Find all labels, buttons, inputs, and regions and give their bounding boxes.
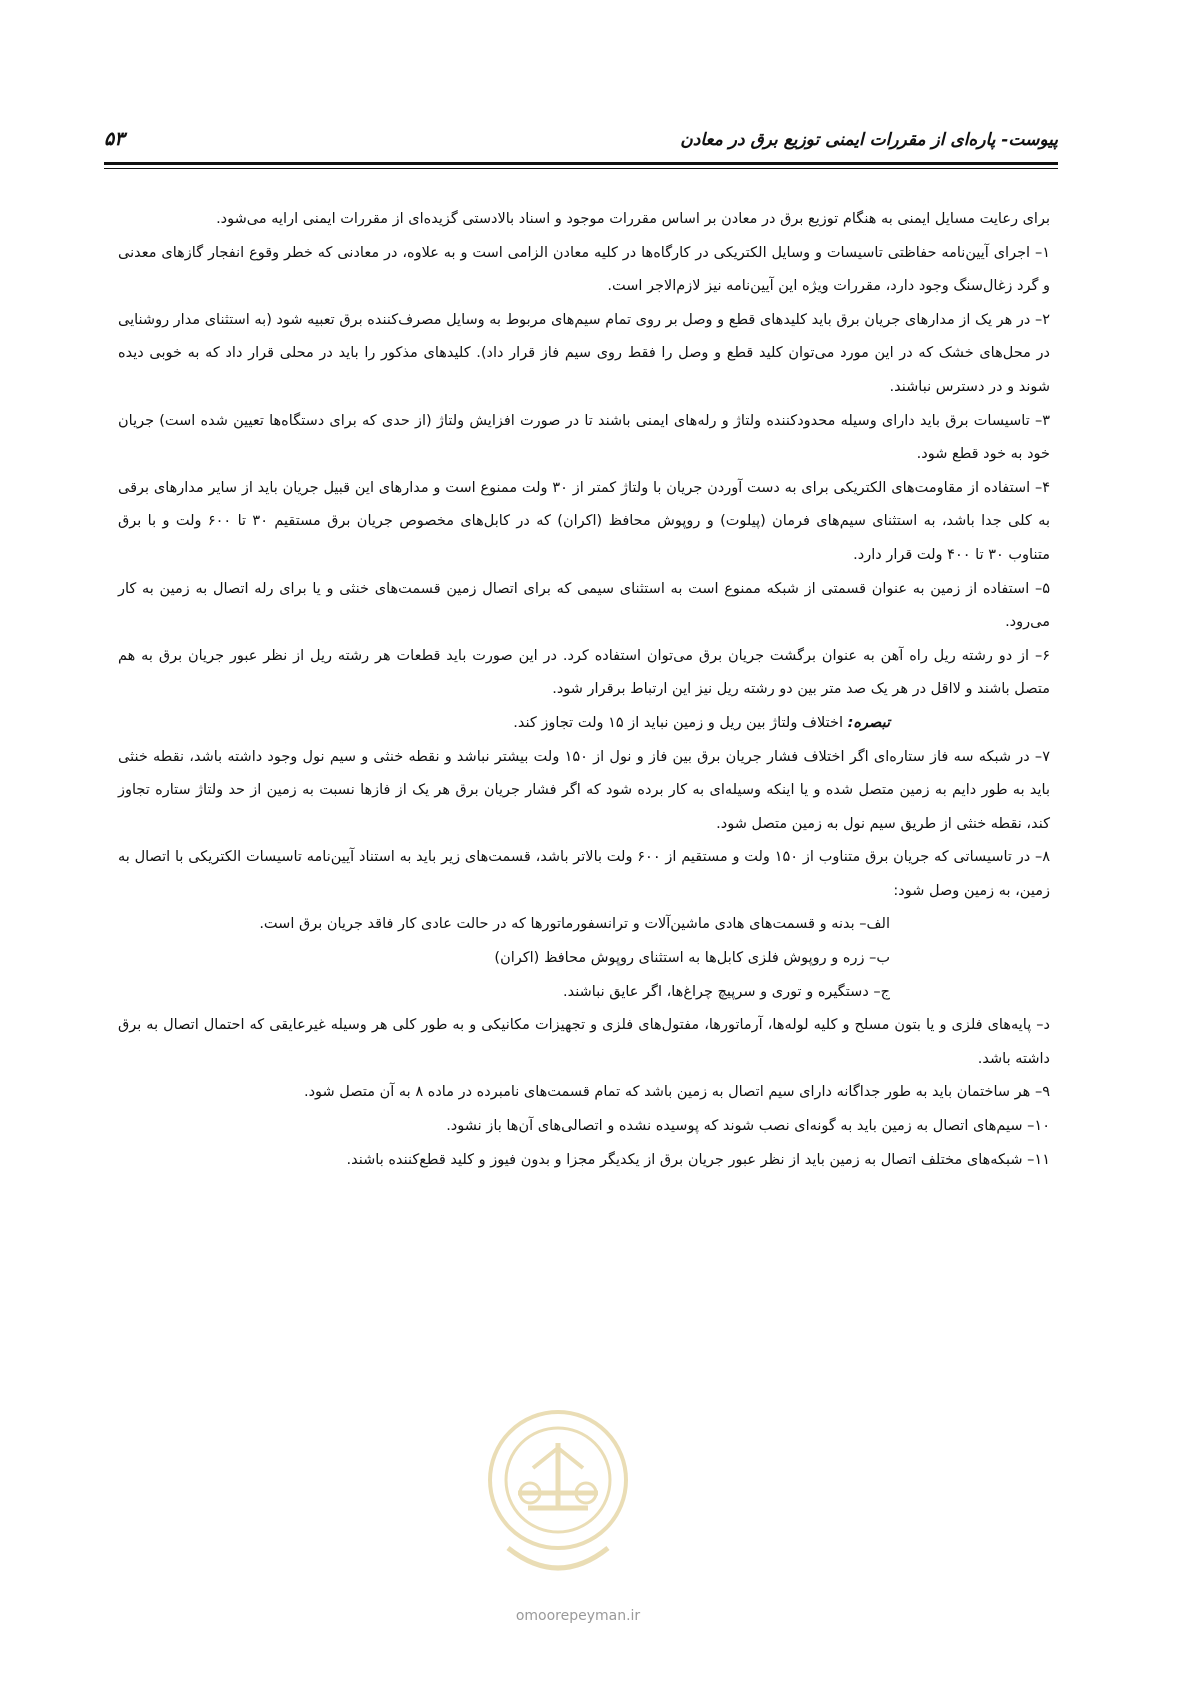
paragraph-8-dal: د– پایه‌های فلزی و یا بتون مسلح و کلیه لوله‌ها، آرماتورها، مفتول‌های فلزی و تجهیزات مکانیکی و به طور کلی هر وسیله غیرعایقی که احتمال اتصال به برق داشته باشد. [118, 1017, 1050, 1067]
paragraph-5: ۵– استفاده از زمین به عنوان قسمتی از شبکه ممنوع است به استثنای سیمی که برای اتصال زمین قسمت‌های خنثی و یا برای رله اتصال به زمین به کار می‌رود. [118, 580, 1050, 631]
paragraph-1: ۱– اجرای آیین‌نامه حفاظتی تاسیسات و وسایل الکتریکی در کارگاه‌ها در کلیه معادن الزامی است و به علاوه، در معادنی که خطر وقوع انفجار گازهای معدنی و گرد زغال‌سنگ وجود دارد، مقررات ویژه این آیین‌نامه نیز لازم‌الاجر است. [118, 244, 1050, 295]
watermark-seal-icon [478, 1398, 638, 1588]
paragraph-6: ۶– از دو رشته ریل راه آهن به عنوان برگشت جریان برق می‌توان استفاده کرد. در این صورت باید قطعات هر رشته ریل از نظر عبور جریان برق به هم متصل باشند و لااقل در هر یک صد متر بین دو رشته ریل نیز این ارتباط برقرار شود. [118, 647, 1050, 698]
paragraph-11: ۱۱– شبکه‌های مختلف اتصال به زمین باید از نظر عبور جریان برق از یکدیگر مجزا و بدون فیوز و کلید قطع‌کننده باشند. [346, 1151, 1050, 1168]
paragraph-10: ۱۰– سیم‌های اتصال به زمین باید به گونه‌ای نصب شوند که پوسیده نشده و اتصالی‌های آن‌ها باز نشود. [446, 1118, 1050, 1135]
watermark-url: omoorepeyman.ir [515, 1608, 641, 1624]
paragraph-intro: برای رعایت مسایل ایمنی به هنگام توزیع برق در معادن بر اساس مقررات موجود و اسناد بالادستی گزیده‌ای از مقررات ایمنی ارایه می‌شود. [216, 211, 1050, 227]
note-paragraph [118, 707, 1050, 741]
paragraph-8-jim: ج– دستگیره و توری و سرپیچ چراغ‌ها، اگر عایق نباشند. [563, 983, 890, 1000]
page-header [104, 128, 1058, 162]
paragraph-4: ۴– استفاده از مقاومت‌های الکتریکی برای به دست آوردن جریان با ولتاژ کمتر از ۳۰ ولت ممنوع است و مدارهای این قبیل جریان باید از سایر مدارهای برقی به کلی جدا باشد، به استثنای سیم‌های فرمان (پیلوت) و روپوش محافظ (اکران) که در کابل‌های مخصوص جریان برق مستقیم ۳۰ تا ۶۰۰ ولت و با برق متناوب ۳۰ تا ۴۰۰ ولت قرار دارد. [118, 479, 1051, 563]
paragraph-8-be: ب– زره و روپوش فلزی کابل‌ها به استثنای روپوش محافظ (اکران) [494, 950, 890, 967]
paragraph-3: ۳– تاسیسات برق باید دارای وسیله محدودکننده ولتاژ و رله‌های ایمنی باشند تا در صورت افزایش ولتاژ (از حدی که برای دستگاه‌ها تعیین شده است) جریان خود به خود قطع شود. [118, 412, 1050, 463]
paragraph-8-alef: الف– بدنه و قسمت‌های هادی ماشین‌آلات و ترانسفورماتورها که در حالت عادی کار فاقد جریان برق است. [259, 916, 890, 933]
paragraph-8: ۸– در تاسیساتی که جریان برق متناوب از ۱۵۰ ولت و مستقیم از ۶۰۰ ولت بالاتر باشد، قسمت‌های زیر باید به استناد آیین‌نامه تاسیسات الکتریکی با اتصال به زمین، به زمین وصل شود: [118, 849, 1051, 899]
note-label: تبصره: [847, 714, 890, 731]
header-rule-thick [104, 162, 1058, 165]
note-text: اختلاف ولتاژ بین ریل و زمین نباید از ۱۵ ولت تجاوز کند. [513, 714, 848, 731]
paragraph-7: ۷– در شبکه سه فاز ستاره‌ای اگر اختلاف فشار جریان برق بین فاز و نول از ۱۵۰ ولت بیشتر نباشد و نقطه خنثی و سیم نول وجود داشته باشد، نقطه خنثی باید به طور دایم به زمین متصل شده و یا اینکه وسیله‌ای به کار برده شود که اگر فشار جریان برق هر یک از فازها نسبت به زمین از حد ولتاژ ستاره تجاوز کند، نقطه خنثی از طریق سیم نول به زمین متصل شود. [118, 748, 1050, 832]
header-rule-thin [104, 168, 1058, 169]
page-number: ۵۳ [104, 128, 125, 150]
paragraph-9: ۹– هر ساختمان باید به طور جداگانه دارای سیم اتصال به زمین باشد که تمام قسمت‌های نامبرده در ماده ۸ به آن متصل شود. [303, 1084, 1050, 1101]
paragraph-2: ۲– در هر یک از مدارهای جریان برق باید کلیدهای قطع و وصل بر روی تمام سیم‌های مربوط به وسایل مصرف‌کننده برق تعبیه شود (به استثنای مدار روشنایی در محل‌های خشک که در این مورد می‌توان کلید قطع و وصل را فقط روی سیم فاز قرار داد). کلیدهای مذکور را باید در محلی قرار داد که به خوبی دیده شوند و در دسترس نباشند. [118, 311, 1050, 395]
header-title: پیوست- پاره‌ای از مقررات ایمنی توزیع برق در معادن [680, 130, 1058, 150]
body-text [118, 203, 1050, 1177]
